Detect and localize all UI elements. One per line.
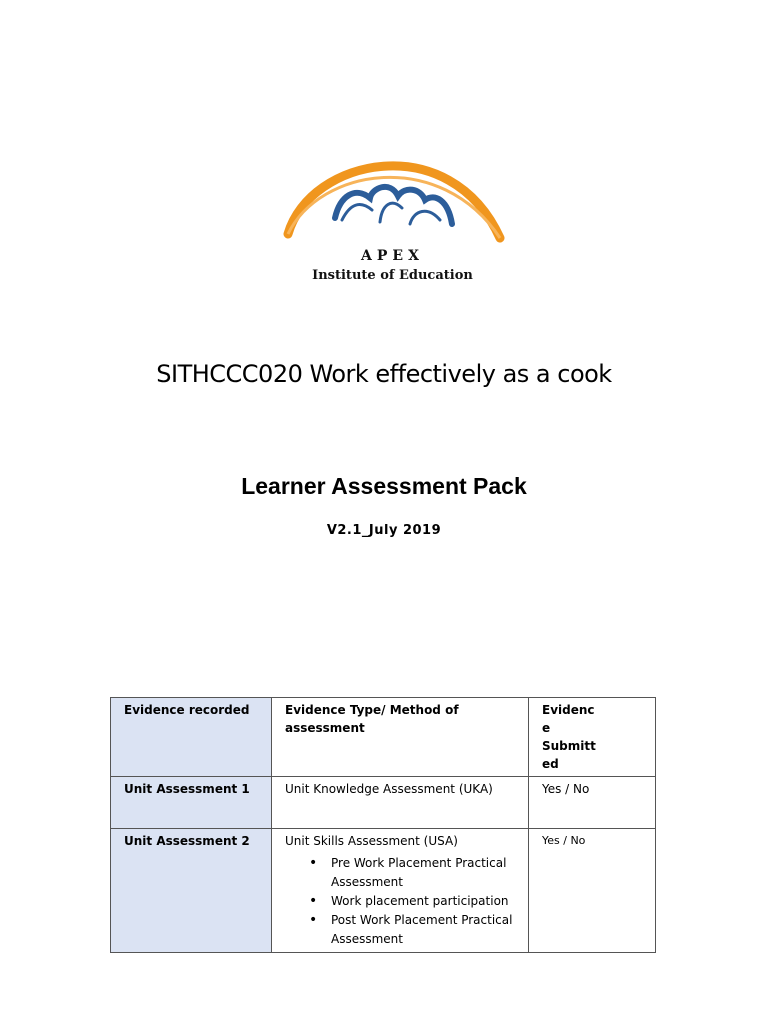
method-list <box>285 854 522 949</box>
header-evidence-recorded: Evidence recorded <box>111 698 272 777</box>
list-item: • Pre Work Placement Practical Assessment <box>331 854 522 892</box>
logo-subtitle: Institute of Education <box>312 268 473 283</box>
document-title: SITHCCC020 Work effectively as a cook <box>156 360 612 388</box>
row-submitted: Yes / No <box>529 829 656 953</box>
list-item: • Work placement participation <box>331 892 522 911</box>
table-row <box>111 829 656 953</box>
document-version: V2.1_July 2019 <box>326 523 442 538</box>
document-subtitle: Learner Assessment Pack <box>241 473 527 499</box>
list-item: • Post Work Placement Practical Assessment <box>331 911 522 949</box>
header-evidence-submitted: Evidenc e Submitt ed <box>529 698 656 777</box>
table-header-row <box>111 698 656 777</box>
row-submitted: Yes / No <box>529 777 656 829</box>
row-evidence: Unit Assessment 2 <box>111 829 272 953</box>
header-evidence-type: Evidence Type/ Method of assessment <box>272 698 529 777</box>
logo-mark-icon <box>280 138 505 248</box>
logo-name: APEX <box>361 248 424 264</box>
evidence-table <box>110 697 656 953</box>
row-method-cell <box>272 829 529 953</box>
row-evidence: Unit Assessment 1 <box>111 777 272 829</box>
apex-logo <box>280 138 505 288</box>
row-method: Unit Skills Assessment (USA) <box>285 834 458 848</box>
table-row <box>111 777 656 829</box>
row-method: Unit Knowledge Assessment (UKA) <box>272 777 529 829</box>
